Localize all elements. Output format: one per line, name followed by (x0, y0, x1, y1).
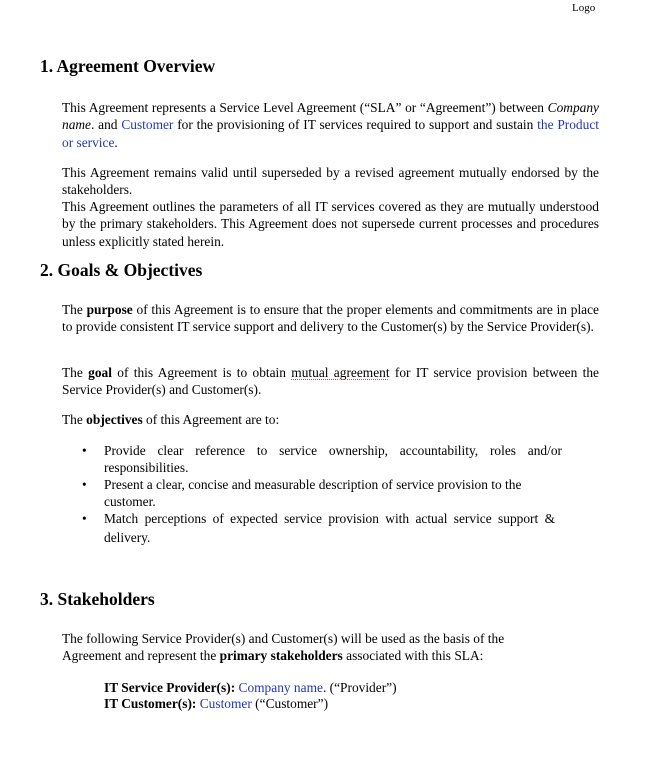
provider-line: IT Service Provider(s): Company name. (“Provider”) (104, 680, 397, 695)
provider-name: Company name (238, 680, 323, 695)
purpose-paragraph: The purpose of this Agreement is to ensure that the proper elements and commitments are in place to provide consistent IT service support and delivery to the Customer(s) by the Service Provider(s). (62, 302, 599, 335)
overview-paragraph-3: This Agreement outlines the parameters of all IT services covered as they are mutually understood by the primary stakeholders. This Agreement does not supersede current processes and procedures unless explicitly stated herein. (62, 199, 599, 249)
bullet-icon: • (82, 511, 87, 526)
stakeholders-intro: The following Service Provider(s) and Customer(s) will be used as the basis of the Agreement and represent the primary stakeholders associated with this SLA: (62, 631, 505, 664)
section-1-heading: 1. Agreement Overview (40, 56, 216, 76)
bullet-icon: • (82, 477, 87, 492)
goal-paragraph: The goal of this Agreement is to obtain mutual agreement for IT service provision between the Service Provider(s) and Customer(s). (62, 365, 599, 398)
objectives-paragraph: The objectives of this Agreement are to: (62, 412, 280, 427)
list-item: • Provide clear reference to service ownership, accountability, roles and/or responsibilities. (82, 443, 562, 476)
spellcheck-flagged-text: mutual agreement (291, 365, 390, 380)
section-2-heading: 2. Goals & Objectives (40, 260, 203, 280)
logo-placeholder: Logo (572, 2, 596, 14)
customer-label: IT Customer(s): (104, 696, 197, 711)
product-placeholder: the Product or service (62, 117, 599, 150)
company-name-placeholder: Company name (62, 100, 599, 133)
customer-line: IT Customer(s): Customer (“Customer”) (104, 696, 329, 711)
customer-name: Customer (199, 696, 252, 711)
provider-label: IT Service Provider(s): (104, 680, 236, 695)
bullet-icon: • (82, 443, 87, 458)
list-item: • Match perceptions of expected service provision with actual service support & delivery. (82, 511, 555, 545)
list-item: • Present a clear, concise and measurable description of service provision to the customer. (82, 477, 522, 510)
section-3-heading: 3. Stakeholders (40, 589, 155, 609)
overview-paragraph-2: This Agreement remains valid until superseded by a revised agreement mutually endorsed by the stakeholders. (62, 165, 599, 198)
customer-placeholder: Customer (121, 117, 174, 133)
overview-paragraph-1: This Agreement represents a Service Level Agreement (“SLA” or “Agreement”) between Company name. and Customer for the provisioning of IT services required to support and sustain the Product or service. (62, 100, 599, 150)
